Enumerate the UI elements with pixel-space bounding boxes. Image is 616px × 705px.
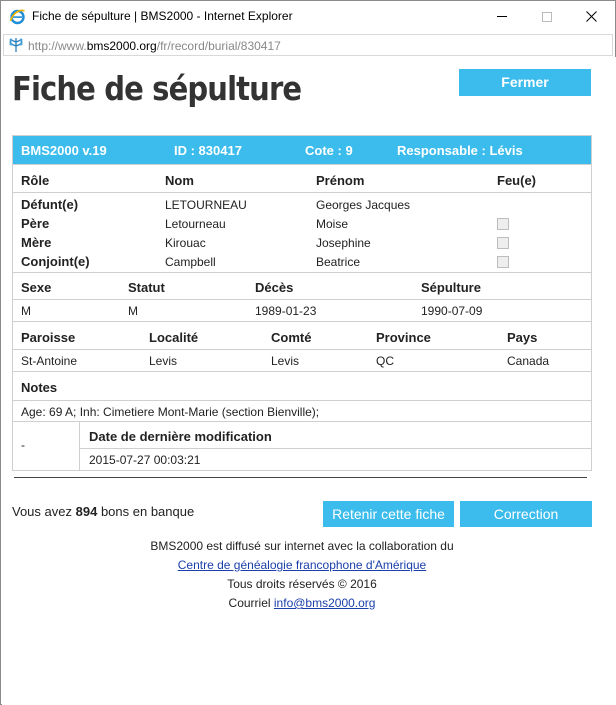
header-localite: Localité [149,330,199,345]
person-nom: Letourneau [165,217,226,231]
notes-text: Age: 69 A; Inh: Cimetiere Mont-Marie (section Bienville); [21,405,320,419]
deceased-checkbox-pere[interactable] [497,218,509,230]
url-domain: bms2000.org [86,39,157,53]
person-role: Conjoint(e) [21,254,90,269]
person-role: Père [21,216,50,231]
footer-contact [2,594,602,613]
close-window-button[interactable] [569,1,614,32]
value-pays: Canada [507,354,550,368]
value-localite: Levis [149,354,178,368]
footer [2,537,602,613]
burial-record [12,135,592,471]
person-role: Défunt(e) [21,197,79,212]
collaboration-link[interactable]: Centre de généalogie francophone d'Amérique [177,558,427,572]
person-nom: LETOURNEAU [165,198,247,212]
site-tree-icon [8,37,24,53]
url-path: /fr/record/burial/830417 [156,39,281,53]
email-link[interactable]: info@bms2000.org [273,596,376,610]
address-bar[interactable] [3,34,613,56]
title-bar [1,1,615,32]
window-title: Fiche de sépulture | BMS2000 - Internet Explorer [32,9,293,23]
divider [13,192,591,193]
header-feu: Feu(e) [497,173,536,188]
record-cote: Cote : 9 [305,143,353,158]
modification-left-value: - [21,438,25,452]
header-pays: Pays [507,330,538,345]
bank-prefix: Vous avez [12,504,72,519]
record-id: ID : 830417 [174,143,242,158]
header-sepulture: Sépulture [421,280,481,295]
keep-record-button[interactable]: Retenir cette fiche [323,501,454,527]
person-role: Mère [21,235,52,250]
page-content [2,57,616,705]
close-icon [586,11,597,22]
divider [13,349,591,350]
person-prenom: Josephine [316,236,371,250]
bank-balance [12,504,194,519]
header-deces: Décès [255,280,294,295]
minimize-icon [497,16,507,17]
header-statut: Statut [128,280,165,295]
url-text[interactable] [28,39,281,53]
bank-count: 894 [75,504,98,519]
deceased-checkbox-mere[interactable] [497,237,509,249]
bank-suffix: bons en banque [100,504,195,519]
value-sepulture: 1990-07-09 [421,304,483,318]
modification-section [13,421,591,470]
header-province: Province [376,330,431,345]
maximize-icon [542,12,552,22]
footer-rights: Tous droits réservés © 2016 [227,577,377,591]
internet-explorer-icon [9,8,26,25]
notes-section [13,371,591,421]
person-nom: Campbell [165,255,216,269]
header-sexe: Sexe [21,280,52,295]
header-prenom: Prénom [316,173,365,188]
record-header [13,136,591,164]
last-modified-value: 2015-07-27 00:03:21 [89,453,201,467]
close-button[interactable]: Fermer [459,69,591,96]
header-nom: Nom [165,173,194,188]
header-comte: Comté [271,330,312,345]
correction-button[interactable]: Correction [460,501,592,527]
divider [79,448,591,449]
divider [13,299,591,300]
value-comte: Levis [271,354,300,368]
person-prenom: Moise [316,217,349,231]
person-prenom: Beatrice [316,255,361,269]
header-role: Rôle [21,173,50,188]
value-paroisse: St-Antoine [21,354,78,368]
value-province: QC [376,354,394,368]
maximize-button[interactable] [524,1,569,32]
header-last-modified: Date de dernière modification [89,429,272,444]
value-deces: 1989-01-23 [255,304,317,318]
url-prefix: http://www. [28,39,87,53]
persons-section [13,164,591,272]
header-notes: Notes [21,380,58,395]
place-section [13,321,591,371]
page-title: Fiche de sépulture [12,69,302,108]
value-statut: M [128,304,138,318]
separator-line [14,477,587,478]
mail-prefix: Courriel [228,596,271,610]
person-nom: Kirouac [165,236,206,250]
record-responsable: Responsable : Lévis [397,143,523,158]
minimize-button[interactable] [479,1,524,32]
deceased-checkbox-conjoint[interactable] [497,256,509,268]
record-version: BMS2000 v.19 [21,143,107,158]
vitals-section [13,272,591,321]
header-paroisse: Paroisse [21,330,76,345]
person-prenom: Georges Jacques [316,198,411,212]
value-sexe: M [21,304,31,318]
divider [13,400,591,401]
footer-collaboration: BMS2000 est diffusé sur internet avec la collaboration du [150,539,454,553]
divider [79,422,80,470]
